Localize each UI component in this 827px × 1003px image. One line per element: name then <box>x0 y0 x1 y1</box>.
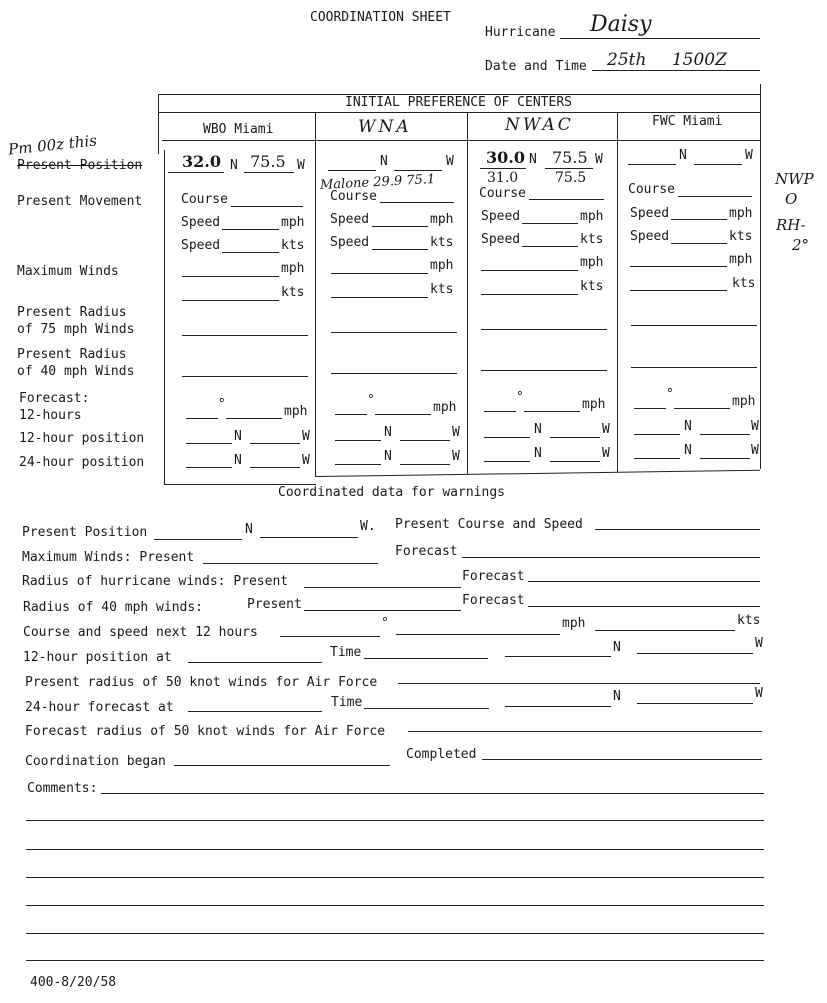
nwac-24h-n-line <box>484 461 530 462</box>
bottom-present-position-w: W. <box>360 519 376 534</box>
bottom-present-position-n: N <box>245 522 253 537</box>
comments-line-2 <box>26 820 764 821</box>
row-label-forecast-1: Forecast: <box>19 391 90 406</box>
wbo-position-lon: 75.5 <box>250 152 286 171</box>
wbo-radius75-line <box>182 335 308 336</box>
fwc-lat-line <box>628 164 676 165</box>
bottom-12h-position-line <box>188 662 322 663</box>
fwc-24h-n-line <box>634 458 680 459</box>
bottom-coordination-began-label: Coordination began <box>25 754 166 769</box>
fwc-w: W <box>745 148 753 163</box>
wna-speed-kts-line <box>372 249 428 250</box>
wbo-12h-n: N <box>234 429 242 444</box>
fwc-12h-w: W <box>751 419 759 434</box>
bottom-24h-time-line <box>364 708 489 709</box>
wna-fc-degree: ° <box>367 393 375 408</box>
row-label-present-movement: Present Movement <box>17 194 143 209</box>
bottom-comments-label: Comments: <box>27 781 98 796</box>
wna-12h-w-line <box>400 440 450 441</box>
fwc-fc-speed-line <box>674 408 730 409</box>
wbo-speed-label-2: Speed <box>181 238 221 253</box>
wna-maxwind-kts-line <box>331 297 428 298</box>
table-col-divider-1 <box>315 112 316 477</box>
warnings-title: Coordinated data for warnings <box>278 485 505 500</box>
nwac-course-label: Course <box>479 186 526 201</box>
wbo-fc-speed-line <box>226 418 282 419</box>
bottom-12h-n: N <box>613 640 621 655</box>
bottom-radius-hurricane-forecast-line <box>528 581 760 582</box>
fwc-n: N <box>679 148 687 163</box>
wna-12h-n-line <box>335 440 381 441</box>
wbo-kts-2: kts <box>281 285 305 300</box>
nwac-speed-label-1: Speed <box>481 209 521 224</box>
wna-24h-n-line <box>335 464 381 465</box>
wna-12h-w: W <box>452 425 460 440</box>
bottom-12h-time-label: Time <box>330 645 362 660</box>
wbo-maxwind-mph-line <box>182 276 279 277</box>
col-header-nwac: NWAC <box>505 115 574 135</box>
nwac-maxwind-kts-line <box>481 294 578 295</box>
hurricane-value: Daisy <box>590 12 652 37</box>
fwc-fc-dir-line <box>634 408 666 409</box>
datetime-line <box>592 70 760 71</box>
fwc-speed-label-2: Speed <box>630 229 670 244</box>
wna-fc-mph: mph <box>433 400 457 415</box>
bottom-max-winds-present-line <box>203 563 378 564</box>
fwc-kts-2: kts <box>732 276 756 291</box>
bottom-radius-40-present-label: Present <box>247 597 302 612</box>
table-left-border <box>158 94 159 154</box>
nwac-12h-w-line <box>550 437 600 438</box>
wna-extra-note: Malone 29.9 75.1 <box>319 171 436 194</box>
bottom-24h-n-line <box>505 706 611 707</box>
row-label-12hour-position: 12-hour position <box>19 431 145 446</box>
fwc-lon-line <box>694 164 742 165</box>
fwc-fc-mph: mph <box>732 394 756 409</box>
nwac-extra-lat: 31.0 <box>487 170 519 186</box>
bottom-12h-time-line <box>364 658 488 659</box>
wna-course-label: Course <box>330 189 377 204</box>
bottom-24h-time-label: Time <box>331 695 363 710</box>
wbo-24h-n: N <box>234 453 242 468</box>
wbo-course-line <box>231 206 303 207</box>
fwc-mph-2: mph <box>729 252 753 267</box>
comments-line-5 <box>26 905 764 906</box>
nwac-speed-kts-line <box>522 246 578 247</box>
margin-note-left: Pm 00z this <box>7 131 98 159</box>
bottom-present-position-w-line <box>260 537 358 538</box>
nwac-speed-label-2: Speed <box>481 232 521 247</box>
wbo-fc-dir-line <box>186 418 218 419</box>
wna-radius40-line <box>331 373 457 374</box>
comments-line-7 <box>26 960 764 961</box>
bottom-12h-n-line <box>505 656 611 657</box>
bottom-radius50-forecast-label: Forecast radius of 50 knot winds for Air Force <box>25 724 386 739</box>
hurricane-line <box>560 38 760 39</box>
fwc-mph-1: mph <box>729 206 753 221</box>
margin-note-right-2: O <box>785 190 798 208</box>
fwc-12h-n-line <box>634 434 680 435</box>
nwac-fc-dir-line <box>484 411 516 412</box>
bottom-radius50-present-line <box>398 683 760 684</box>
nwac-lat-line <box>480 168 526 169</box>
wbo-lat-line <box>168 172 224 173</box>
row-label-maximum-winds: Maximum Winds <box>17 264 119 279</box>
table-right-border <box>760 84 761 469</box>
bottom-course-speed-dir-line <box>280 636 380 637</box>
bottom-radius50-forecast-line <box>408 731 762 732</box>
bottom-course-speed-next-label: Course and speed next 12 hours <box>23 625 258 640</box>
wna-n: N <box>380 154 388 169</box>
wna-12h-n: N <box>384 425 392 440</box>
wna-kts-2: kts <box>430 282 454 297</box>
wbo-maxwind-kts-line <box>182 300 279 301</box>
bottom-12h-position-label: 12-hour position at <box>23 650 172 665</box>
fwc-12h-w-line <box>700 434 750 435</box>
wbo-speed-kts-line <box>222 252 279 253</box>
col-header-wna: WNA <box>358 117 412 137</box>
nwac-radius75-line <box>481 329 607 330</box>
wbo-fc-degree: ° <box>218 397 226 412</box>
page-title: COORDINATION SHEET <box>310 10 451 25</box>
row-label-24hour-position: 24-hour position <box>19 455 145 470</box>
wna-mph-1: mph <box>430 212 454 227</box>
wna-mph-2: mph <box>430 258 454 273</box>
nwac-fc-speed-line <box>524 411 580 412</box>
bottom-completed-label: Completed <box>406 747 477 762</box>
bottom-present-course-speed-label: Present Course and Speed <box>395 517 583 532</box>
wbo-24h-w: W <box>302 453 310 468</box>
bottom-course-speed-kts-line <box>595 630 735 631</box>
bottom-radius-hurricane-present-line <box>304 587 461 588</box>
col-header-wbo-miami: WBO Miami <box>203 122 274 137</box>
wbo-24h-w-line <box>250 467 300 468</box>
wbo-mph-2: mph <box>281 261 305 276</box>
wna-speed-label-2: Speed <box>330 235 370 250</box>
bottom-coordination-began-line <box>174 765 390 766</box>
wbo-speed-mph-line <box>222 229 279 230</box>
wna-24h-w-line <box>400 464 450 465</box>
nwac-24h-w-line <box>550 461 600 462</box>
form-number: 400-8/20/58 <box>30 975 117 990</box>
bottom-radius-hurricane-forecast-label: Forecast <box>462 569 525 584</box>
fwc-speed-mph-line <box>671 219 727 220</box>
hurricane-label: Hurricane <box>485 25 556 40</box>
wna-24h-w: W <box>452 449 460 464</box>
nwac-kts-1: kts <box>580 232 604 247</box>
bottom-max-winds-forecast-line <box>462 557 760 558</box>
bottom-radius-40-present-line <box>304 610 461 611</box>
wna-lat-line <box>328 170 376 171</box>
wbo-lon-line <box>244 172 294 173</box>
bottom-present-position-n-line <box>154 539 242 540</box>
nwac-24h-w: W <box>602 446 610 461</box>
row-label-radius40-1: Present Radius <box>17 347 127 362</box>
wna-speed-mph-line <box>372 226 428 227</box>
wbo-n: N <box>230 158 238 173</box>
wbo-w: W <box>297 158 305 173</box>
col-header-fwc-miami: FWC Miami <box>652 114 723 129</box>
nwac-course-line <box>529 199 604 200</box>
row-label-radius75-1: Present Radius <box>17 305 127 320</box>
fwc-speed-label-1: Speed <box>630 206 670 221</box>
wbo-position-lat: 32.0 <box>182 152 221 171</box>
bottom-12h-w-line <box>637 653 753 654</box>
wbo-mph-1: mph <box>281 215 305 230</box>
row-label-radius40-2: of 40 mph Winds <box>17 364 135 379</box>
bottom-24h-n: N <box>613 689 621 704</box>
comments-line-6 <box>26 933 764 934</box>
table-col-divider-2 <box>467 112 468 474</box>
bottom-course-speed-kts: kts <box>737 613 761 628</box>
fwc-radius40-line <box>631 367 757 368</box>
margin-note-right-1: NWP <box>775 170 814 188</box>
wna-radius75-line <box>331 332 457 333</box>
nwac-lon-line <box>545 168 593 169</box>
nwac-radius40-line <box>481 370 607 371</box>
bottom-radius-40-label: Radius of 40 mph winds: <box>23 600 204 615</box>
wna-maxwind-mph-line <box>331 273 428 274</box>
fwc-24h-n: N <box>684 443 692 458</box>
comments-line-4 <box>26 877 764 878</box>
fwc-fc-degree: ° <box>666 387 674 402</box>
bottom-24h-forecast-label: 24-hour forecast at <box>25 700 174 715</box>
margin-note-right-4: 2° <box>792 236 810 254</box>
fwc-12h-n: N <box>684 419 692 434</box>
nwac-w: W <box>595 152 603 167</box>
fwc-speed-kts-line <box>671 243 727 244</box>
wna-fc-dir-line <box>335 414 367 415</box>
nwac-position-lat: 30.0 <box>486 148 525 167</box>
fwc-course-label: Course <box>628 182 675 197</box>
wna-24h-n: N <box>384 449 392 464</box>
wbo-fc-mph: mph <box>284 404 308 419</box>
nwac-12h-w: W <box>602 422 610 437</box>
fwc-maxwind-mph-line <box>630 266 727 267</box>
fwc-radius75-line <box>631 325 757 326</box>
comments-line-1 <box>101 793 764 794</box>
nwac-24h-n: N <box>534 446 542 461</box>
bottom-course-speed-mph: mph <box>562 616 586 631</box>
bottom-radius-40-forecast-line <box>528 606 760 607</box>
bottom-24h-forecast-line <box>188 711 322 712</box>
table-colhead-rule <box>162 140 760 141</box>
nwac-speed-mph-line <box>522 223 578 224</box>
datetime-value: 25th 1500Z <box>607 50 727 70</box>
table-title: INITIAL PREFERENCE OF CENTERS <box>345 95 572 110</box>
bottom-completed-line <box>482 759 762 760</box>
wna-speed-label-1: Speed <box>330 212 370 227</box>
nwac-maxwind-mph-line <box>481 270 578 271</box>
nwac-extra-lon: 75.5 <box>555 170 587 186</box>
nwac-fc-mph: mph <box>582 397 606 412</box>
nwac-n: N <box>529 152 537 167</box>
bottom-course-speed-degree: ° <box>381 616 389 631</box>
wbo-course-label: Course <box>181 192 228 207</box>
wbo-kts-1: kts <box>281 238 305 253</box>
fwc-24h-w-line <box>700 458 750 459</box>
bottom-present-position-label: Present Position <box>22 525 148 540</box>
wna-course-line <box>380 202 454 203</box>
wna-kts-1: kts <box>430 235 454 250</box>
bottom-course-speed-mph-line <box>396 634 560 635</box>
nwac-12h-n-line <box>484 437 530 438</box>
wbo-24h-n-line <box>186 467 232 468</box>
wbo-radius40-line <box>182 376 308 377</box>
table-left-border-lower <box>164 150 165 485</box>
row-label-radius75-2: of 75 mph Winds <box>17 322 135 337</box>
comments-line-3 <box>26 849 764 850</box>
fwc-course-line <box>678 196 752 197</box>
fwc-kts-1: kts <box>729 229 753 244</box>
row-label-present-position: Present Position <box>17 158 143 173</box>
bottom-max-winds-label: Maximum Winds: Present <box>22 550 195 565</box>
bottom-12h-w: W <box>755 636 763 651</box>
row-label-forecast-2: 12-hours <box>19 408 82 423</box>
wna-w: W <box>446 154 454 169</box>
fwc-24h-w: W <box>751 443 759 458</box>
wna-fc-speed-line <box>375 414 431 415</box>
bottom-max-winds-forecast-label: Forecast <box>395 544 458 559</box>
wbo-12h-n-line <box>186 443 232 444</box>
wbo-speed-label-1: Speed <box>181 215 221 230</box>
wbo-12h-w: W <box>302 429 310 444</box>
bottom-24h-w: W <box>755 686 763 701</box>
table-header-rule <box>158 112 760 113</box>
fwc-maxwind-kts-line <box>630 290 727 291</box>
nwac-position-lon: 75.5 <box>552 148 588 167</box>
bottom-present-course-speed-line <box>595 529 760 530</box>
bottom-radius-40-forecast-label: Forecast <box>462 593 525 608</box>
wbo-12h-w-line <box>250 443 300 444</box>
nwac-12h-n: N <box>534 422 542 437</box>
table-col-divider-3 <box>617 112 618 472</box>
nwac-mph-1: mph <box>580 209 604 224</box>
nwac-kts-2: kts <box>580 279 604 294</box>
margin-note-right-3: RH- <box>776 216 806 234</box>
nwac-mph-2: mph <box>580 255 604 270</box>
wna-lon-line <box>394 170 442 171</box>
datetime-label: Date and Time <box>485 59 587 74</box>
table-bottom-border-2 <box>316 470 760 477</box>
bottom-24h-w-line <box>637 703 753 704</box>
nwac-fc-degree: ° <box>516 390 524 405</box>
bottom-radius50-present-label: Present radius of 50 knot winds for Air Force <box>25 675 378 690</box>
bottom-radius-hurricane-label: Radius of hurricane winds: Present <box>22 574 289 589</box>
